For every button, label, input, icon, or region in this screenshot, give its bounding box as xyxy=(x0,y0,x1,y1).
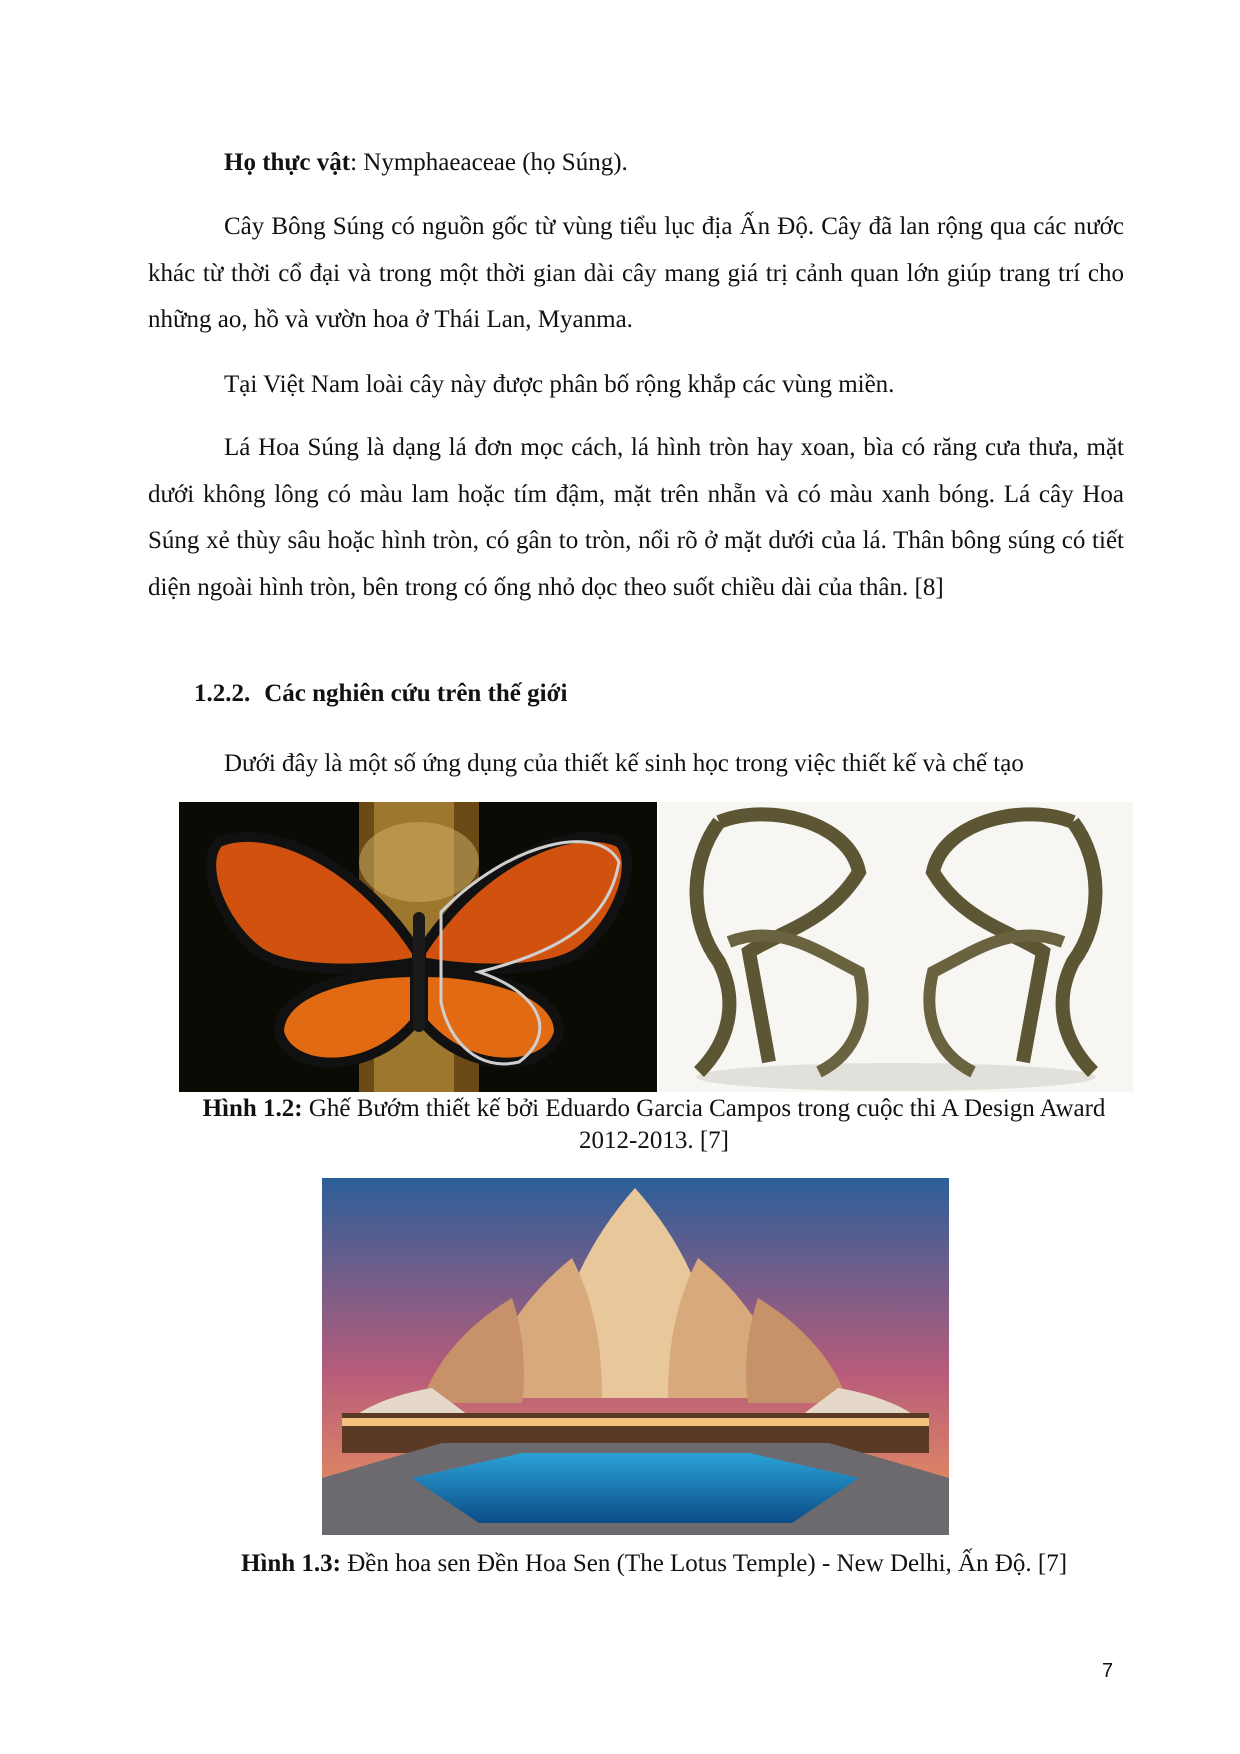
butterfly-chair-image xyxy=(659,802,1133,1092)
figure-1-3-text: Đền hoa sen Đền Hoa Sen (The Lotus Temple) - New Delhi, Ấn Độ. [7] xyxy=(340,1550,1068,1577)
plant-family-label: Họ thực vật xyxy=(224,149,351,176)
lotus-temple-image xyxy=(322,1178,949,1535)
section-heading xyxy=(194,680,567,708)
section-title: Các nghiên cứu trên thế giới xyxy=(264,680,568,707)
figure-1-3-caption xyxy=(148,1548,1160,1580)
leaves-paragraph: Lá Hoa Súng là dạng lá đơn mọc cách, lá hình tròn hay xoan, bìa có răng cưa thưa, mặt dưới không lông có màu lam hoặc tím đậm, mặt trên nhẵn và có màu xanh bóng. Lá cây Hoa Súng xẻ thùy sâu hoặc hình tròn, có gân to tròn, nổi rõ ở mặt dưới của lá. Thân bông súng có tiết diện ngoài hình tròn, bên trong có ống nhỏ dọc theo suốt chiều dài của thân. [8] xyxy=(148,434,1124,601)
plant-family-paragraph xyxy=(148,140,1124,187)
figure-1-2-label: Hình 1.2: xyxy=(202,1095,303,1122)
vietnam-paragraph: Tại Việt Nam loài cây này được phân bố rộng khắp các vùng miền. xyxy=(224,371,895,398)
figure-1-2-text-line2: 2012-2013. [7] xyxy=(579,1127,729,1154)
figure-1-2-caption xyxy=(148,1093,1160,1157)
section-number: 1.2.2. xyxy=(194,680,251,707)
origin-paragraph: Cây Bông Súng có nguồn gốc từ vùng tiểu lục địa Ấn Độ. Cây đã lan rộng qua các nước khác từ thời cổ đại và trong một thời gian dài cây mang giá trị cảnh quan lớn giúp trang trí cho những ao, hồ và vườn hoa ở Thái Lan, Myanma. xyxy=(148,213,1124,333)
intro-paragraph: Dưới đây là một số ứng dụng của thiết kế sinh học trong việc thiết kế và chế tạo xyxy=(224,750,1024,777)
figure-1-2-text: Ghế Bướm thiết kế bởi Eduardo Garcia Campos trong cuộc thi A Design Award xyxy=(302,1095,1106,1122)
page-number: 7 xyxy=(1102,1660,1114,1682)
butterfly-image xyxy=(179,802,657,1092)
plant-family-value: : Nymphaeaceae (họ Súng). xyxy=(350,149,628,176)
figure-1-3-label: Hình 1.3: xyxy=(240,1550,341,1577)
